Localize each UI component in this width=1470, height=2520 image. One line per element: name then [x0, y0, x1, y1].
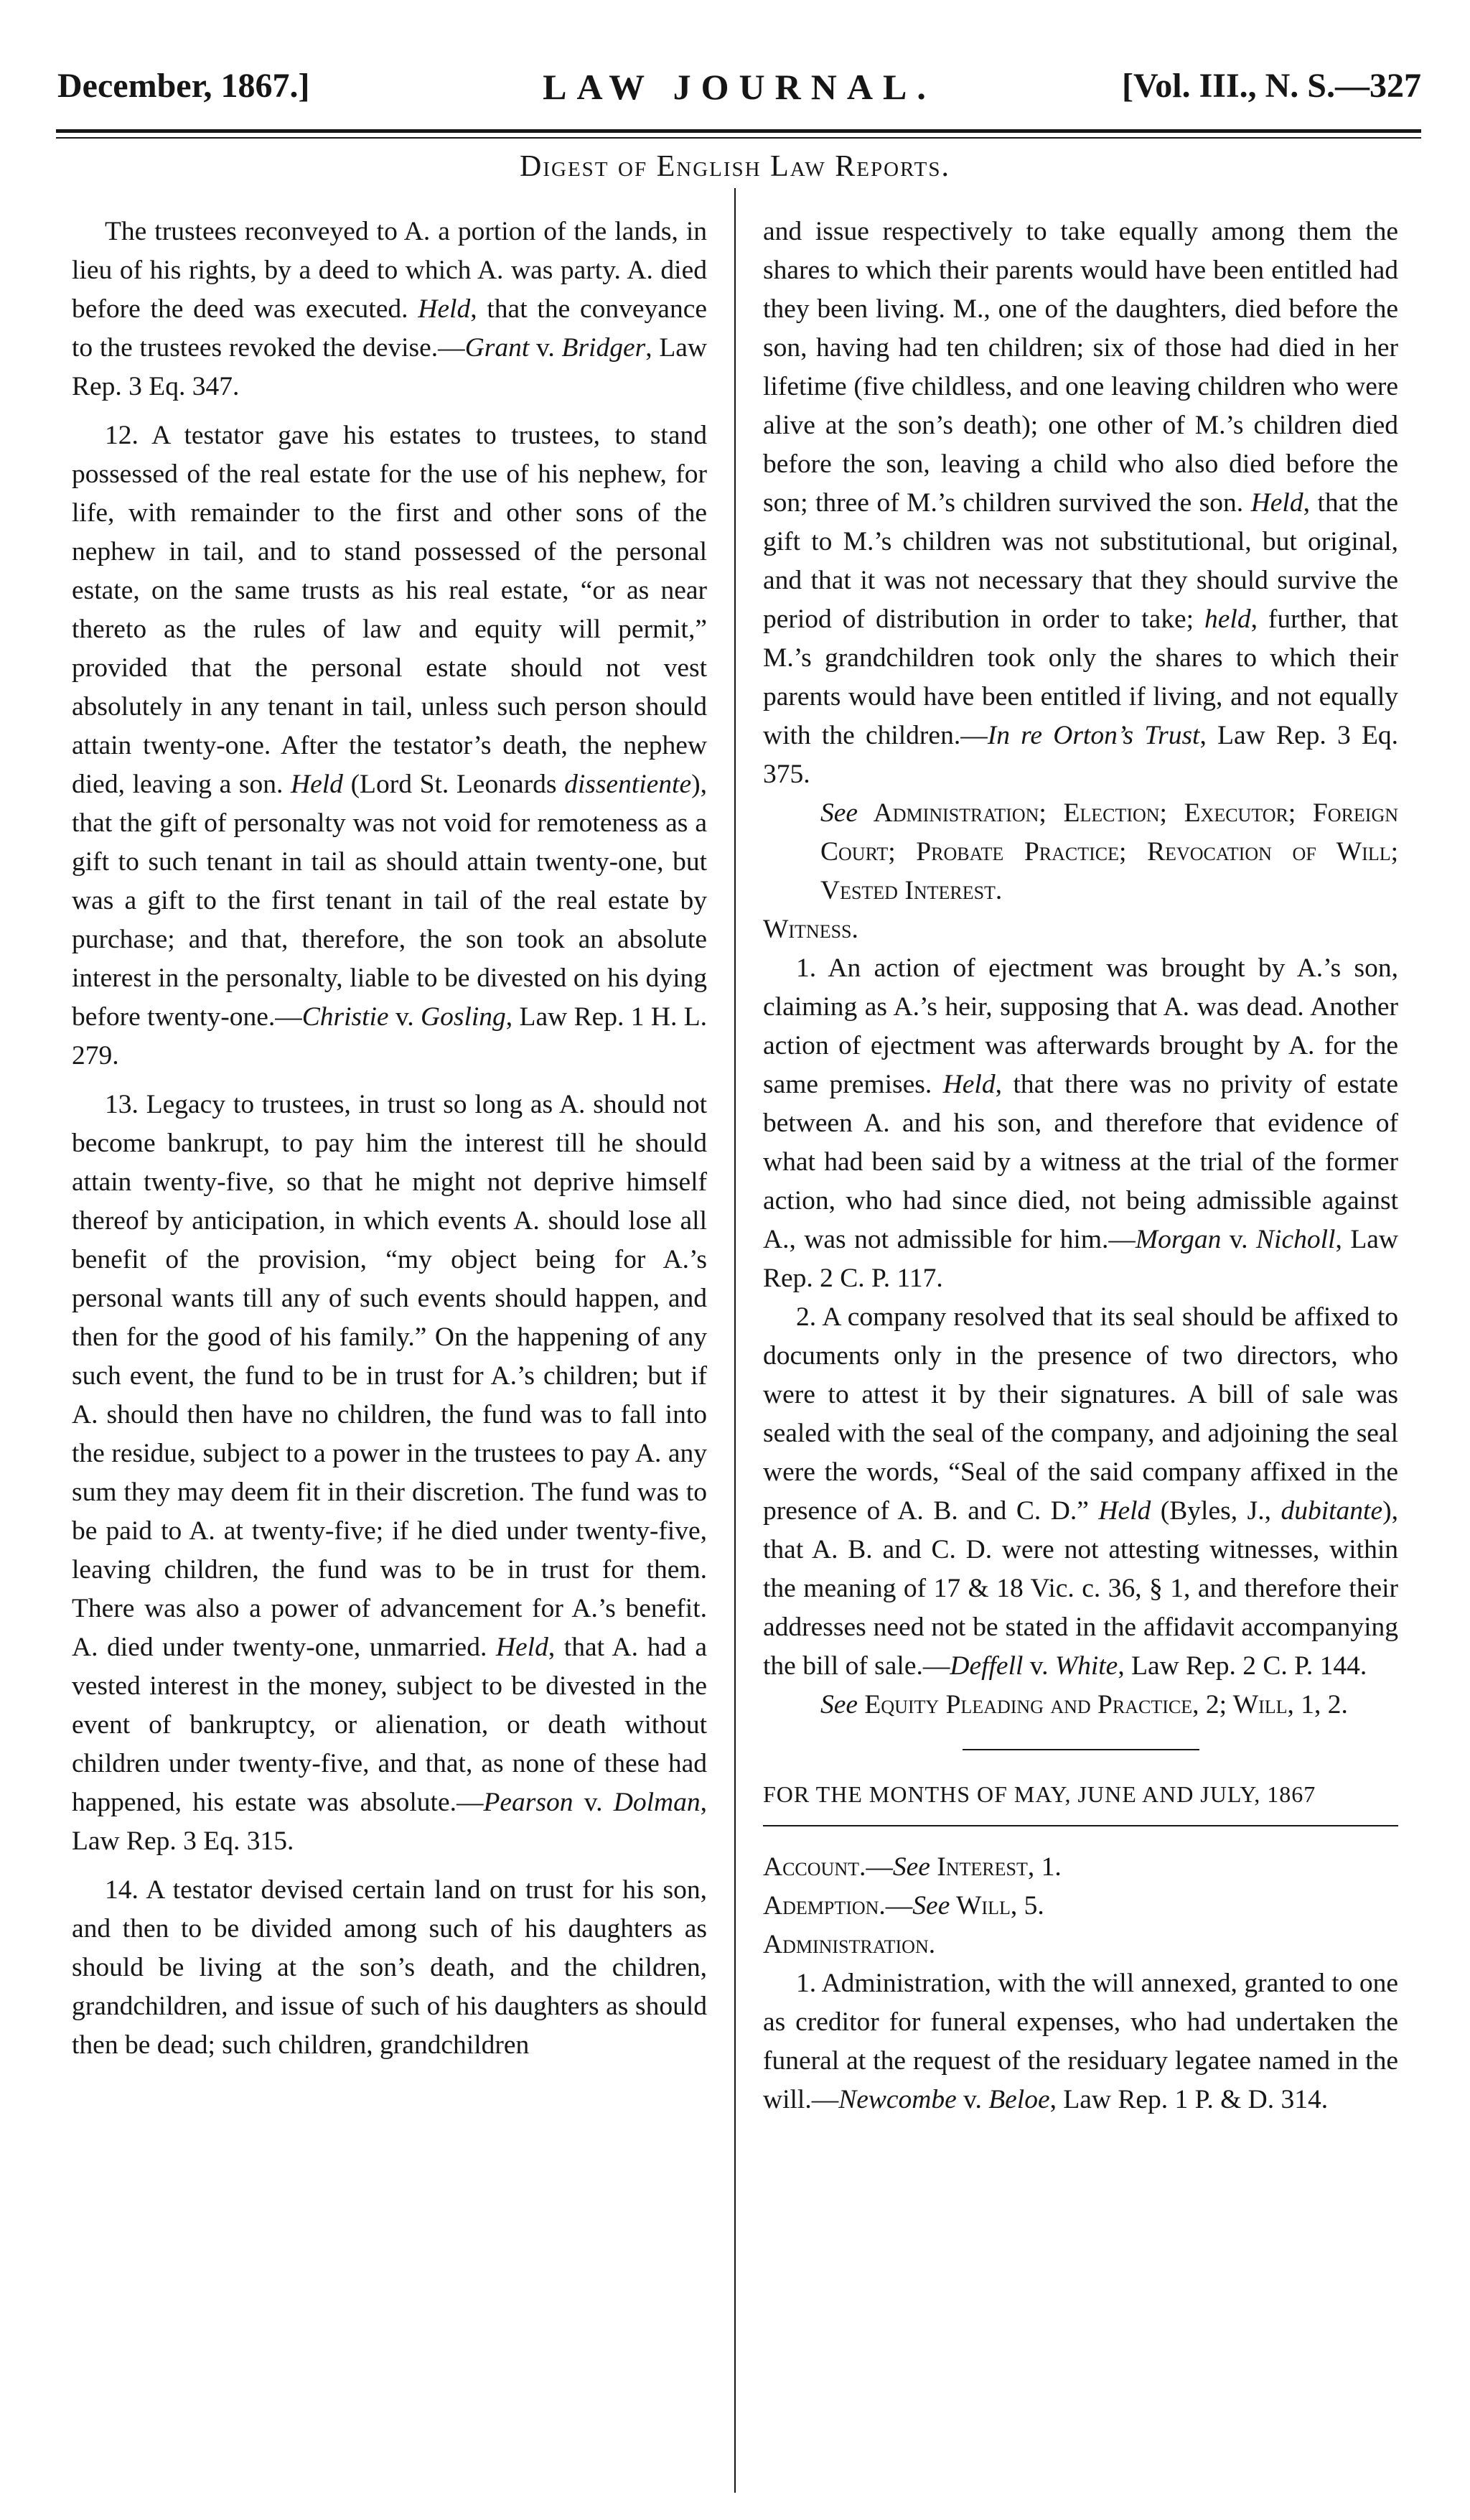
entry-ademption: Ademption.—See Will, 5. [763, 1891, 1044, 1921]
cross-reference-will: See Administration; Election; Executor; Foreign Court; Probate Practice; Revocation of Will; Vested Interest. [820, 798, 1398, 905]
witness-paragraph-2: 2. A company resolved that its seal should be affixed to documents only in the presence of two directors, who were to attest it by their signatures. A bill of sale was sealed with the seal of the company, and adjoining the seal were the words, “Seal of the said company affixed in the presence of A. B. and C. D.” Held (Byles, J., dubitante), that A. B. and C. D. were not attesting witnesses, within the meaning of 17 & 18 Vic. c. 36, § 1, and therefore their addresses need not be stated in the affidavit accompanying the bill of sale.—Deffell v. White, Law Rep. 2 C. P. 144. [763, 1302, 1398, 1681]
running-header [57, 66, 1421, 116]
paragraph-13: 13. Legacy to trustees, in trust so long as A. should not become bankrupt, to pay him the interest till he should attain twenty-five, so that he might not deprive himself thereof by anticipation, in which events A. should lose all benefit of the provision, “my object being for A.’s personal wants till any of such events should happen, and then for the good of his family.” On the happening of any such event, the fund to be in trust for A.’s children; but if A. should then have no children, the fund was to fall into the residue, subject to a power in the trustees to pay A. any sum they may deem fit in their discretion. The fund was to be paid to A. at twenty-five; if he died under twenty-five, leaving children, the fund was to be in trust for them. There was also a power of advancement for A.’s benefit. A. died under twenty-one, unmarried. Held, that A. had a vested interest in the money, subject to be divested in the event of bankruptcy, or alienation, or death without children under twenty-five, and that, as none of these had happened, his estate was absolute.—Pearson v. Dolman, Law Rep. 3 Eq. 315. [72, 1090, 707, 1856]
header-journal-title: LAW JOURNAL. [543, 67, 936, 107]
heading-witness: Witness. [763, 915, 858, 944]
heading-administration: Administration. [763, 1930, 936, 1959]
witness-paragraph-1: 1. An action of ejectment was brought by A.’s son, claiming as A.’s heir, supposing that A. was dead. Another action of ejectment was afterwards brought by A. for the same premises. Held, that there was no privity of estate between A. and his son, and therefore that evidence of what had been said by a witness at the trial of the former action, who had since died, not being admissible against A., was not admissible for him.—Morgan v. Nicholl, Law Rep. 2 C. P. 117. [763, 953, 1398, 1293]
cross-reference-witness: See Equity Pleading and Practice, 2; Will, 1, 2. [820, 1690, 1348, 1719]
months-rule [763, 1825, 1398, 1826]
months-heading: FOR THE MONTHS OF MAY, JUNE AND JULY, 1867 [763, 1781, 1316, 1807]
left-column [72, 213, 707, 2065]
section-title: Digest of English Law Reports. [520, 150, 950, 183]
header-rule-thin [56, 137, 1421, 139]
header-volume-page: [Vol. III., N. S.—327 [1122, 67, 1421, 105]
administration-paragraph-1: 1. Administration, with the will annexed, granted to one as creditor for funeral expenses, who had undertaken the funeral at the request of the residuary legatee named in the will.—Newcombe v. Beloe, Law Rep. 1 P. & D. 314. [763, 1969, 1398, 2114]
column-divider [734, 188, 736, 2493]
header-date: December, 1867.] [57, 67, 310, 105]
entry-account: Account.—See Interest, 1. [763, 1852, 1062, 1882]
paragraph-12: 12. A testator gave his estates to trustees, to stand possessed of the real estate for the use of his nephew, for life, with remainder to the first and other sons of the nephew in tail, and to stand possessed of the personal estate, on the same trusts as his real estate, “or as near thereto as the rules of law and equity will permit,” provided that the personal estate should not vest absolutely in any tenant in tail, unless such person should attain twenty-one. After the testator’s death, the nephew died, leaving a son. Held (Lord St. Leonards dissentiente), that the gift of personalty was not void for remoteness as a gift to such tenant in tail as should attain twenty-one, but was a gift to the first tenant in tail of the real estate by purchase; and that, therefore, the son took an absolute interest in the personalty, liable to be divested on his dying before twenty-one.—Christie v. Gosling, Law Rep. 1 H. L. 279. [72, 421, 707, 1070]
paragraph-14: 14. A testator devised certain land on trust for his son, and then to be divided among such of his daughters as should be living at the son’s death, and the children, grandchildren, and issue of such of his daughters as should then be dead; such children, grandchildren [72, 1875, 707, 2060]
paragraph-11-continued: The trustees reconveyed to A. a portion of the lands, in lieu of his rights, by a deed to which A. was party. A. died before the deed was executed. Held, that the conveyance to the trustees revoked the devise.—Grant v. Bridger, Law Rep. 3 Eq. 347. [72, 217, 707, 401]
paragraph-14-continued: and issue respectively to take equally among them the shares to which their parents would have been entitled had they been living. M., one of the daughters, died before the son, having had ten children; six of those had died in her lifetime (five childless, and one leaving children who were alive at the son’s death); one other of M.’s children died before the son, leaving a child who also died before the son; three of M.’s children survived the son. Held, that the gift to M.’s children was not substitutional, but original, and that it was not necessary that they should survive the period of distribution in order to take; held, further, that M.’s grandchildren took only the shares to which their parents would have been entitled if living, and not equally with the children.—In re Orton’s Trust, Law Rep. 3 Eq. 375. [763, 217, 1399, 789]
right-column [763, 213, 1398, 2119]
section-separator [963, 1749, 1199, 1750]
header-rule-thick [56, 129, 1421, 133]
